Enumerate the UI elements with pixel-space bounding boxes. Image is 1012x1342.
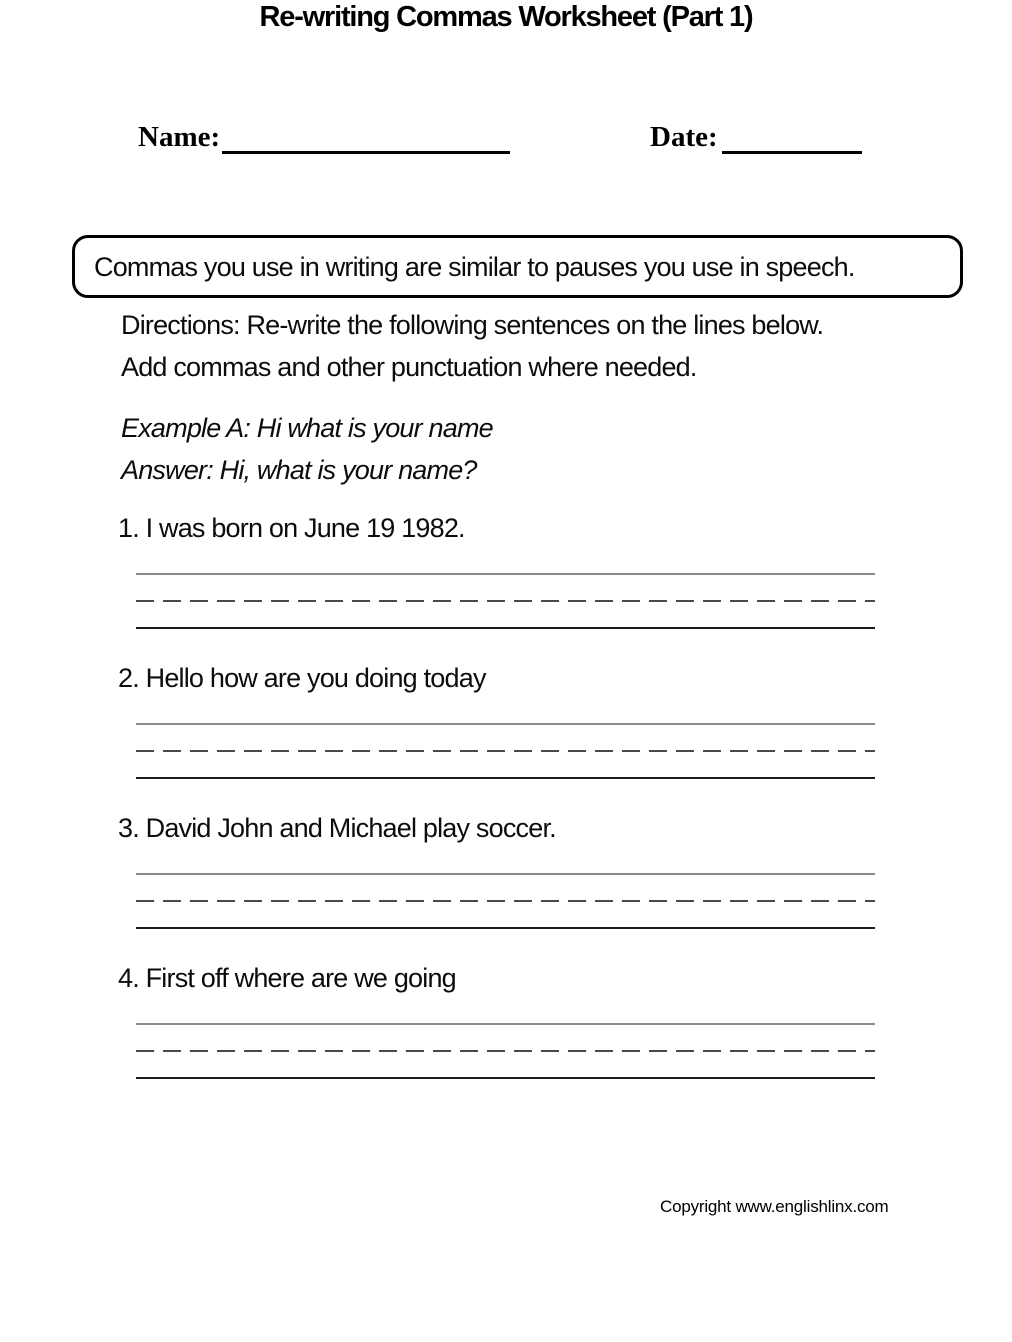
answer-lines[interactable] bbox=[136, 873, 875, 931]
writing-line-top bbox=[136, 873, 875, 875]
name-label: Name: bbox=[138, 121, 221, 153]
writing-line-bottom bbox=[136, 777, 875, 779]
callout-text: Commas you use in writing are similar to pauses you use in speech. bbox=[94, 251, 855, 282]
writing-line-top bbox=[136, 573, 875, 575]
writing-line-middle-dashed bbox=[136, 750, 875, 752]
writing-line-bottom bbox=[136, 927, 875, 929]
writing-line-top bbox=[136, 723, 875, 725]
writing-line-bottom bbox=[136, 627, 875, 629]
directions-line-2: Add commas and other punctuation where needed. bbox=[121, 352, 697, 382]
question-text: 3. David John and Michael play soccer. bbox=[118, 813, 556, 843]
question-text: 2. Hello how are you doing today bbox=[118, 663, 486, 693]
date-label: Date: bbox=[650, 121, 718, 153]
name-blank-line[interactable] bbox=[222, 151, 510, 154]
copyright-text: Copyright www.englishlinx.com bbox=[660, 1197, 889, 1216]
writing-line-middle-dashed bbox=[136, 600, 875, 602]
writing-line-middle-dashed bbox=[136, 900, 875, 902]
question-text: 4. First off where are we going bbox=[118, 963, 456, 993]
answer-lines[interactable] bbox=[136, 573, 875, 631]
callout-box bbox=[72, 235, 963, 298]
writing-line-bottom bbox=[136, 1077, 875, 1079]
answer-lines[interactable] bbox=[136, 723, 875, 781]
example-answer: Answer: Hi, what is your name? bbox=[121, 455, 477, 485]
date-blank-line[interactable] bbox=[722, 151, 862, 154]
answer-lines[interactable] bbox=[136, 1023, 875, 1081]
question-text: 1. I was born on June 19 1982. bbox=[118, 513, 465, 543]
writing-line-top bbox=[136, 1023, 875, 1025]
writing-line-middle-dashed bbox=[136, 1050, 875, 1052]
example-prompt: Example A: Hi what is your name bbox=[121, 413, 493, 443]
page-title: Re-writing Commas Worksheet (Part 1) bbox=[259, 1, 753, 33]
directions-line-1: Directions: Re-write the following sentences on the lines below. bbox=[121, 310, 824, 340]
